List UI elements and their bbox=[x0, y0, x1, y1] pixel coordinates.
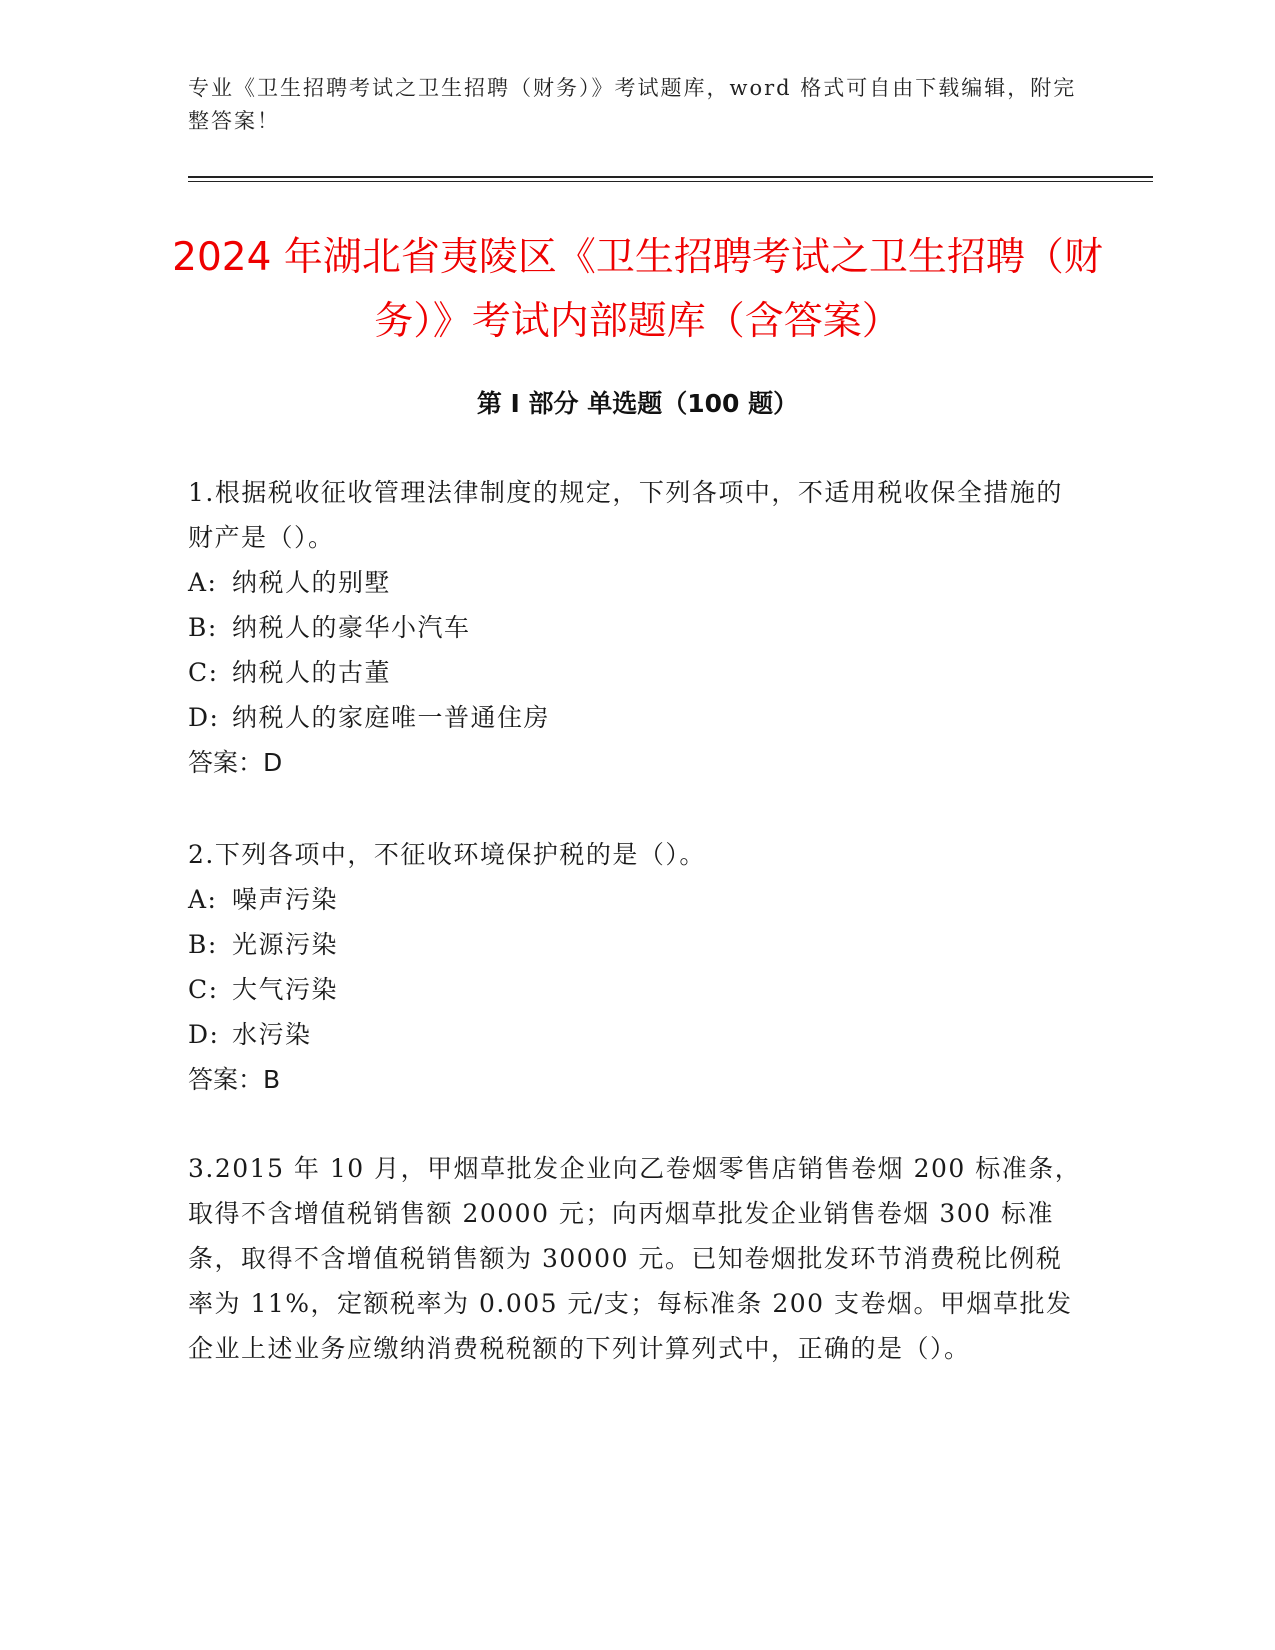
option-d bbox=[188, 695, 1083, 740]
question-text: 3.2015 年 10 月，甲烟草批发企业向乙卷烟零售店销售卷烟 200 标准条，取得不含增值税销售额 20000 元；向丙烟草批发企业销售卷烟 300 标准条，取得不含增值税销售额为 30000 元。已知卷烟批发环节消费税比例税率为 11%，定额税率为 0.005 元/支；每标准条 200 支卷烟。甲烟草批发企业上述业务应缴纳消费税税额的下列计算列式中，正确的是（）。 bbox=[188, 1154, 1082, 1363]
option-text: 大气污染 bbox=[232, 975, 339, 1004]
question-1 bbox=[188, 470, 1083, 785]
header-note: 专业《卫生招聘考试之卫生招聘（财务）》考试题库，word 格式可自由下载编辑，附完整答案！ bbox=[188, 76, 1077, 133]
option-letter: C: bbox=[188, 975, 219, 1004]
option-c bbox=[188, 967, 1083, 1012]
option-b bbox=[188, 922, 1083, 967]
option-text: 水污染 bbox=[232, 1020, 312, 1049]
header-divider-thin bbox=[188, 181, 1153, 182]
header-divider-thick bbox=[188, 176, 1153, 178]
answer: 答案：B bbox=[188, 1065, 281, 1094]
option-text: 光源污染 bbox=[232, 930, 339, 959]
option-letter: D: bbox=[188, 1020, 220, 1049]
option-text: 纳税人的家庭唯一普通住房 bbox=[232, 703, 551, 732]
section-heading: 第 I 部分 单选题（100 题） bbox=[476, 389, 799, 418]
question-2 bbox=[188, 832, 1083, 1102]
answer: 答案：D bbox=[188, 748, 283, 777]
option-text: 噪声污染 bbox=[232, 885, 339, 914]
option-c bbox=[188, 650, 1083, 695]
option-letter: C: bbox=[188, 658, 219, 687]
question-text: 2.下列各项中，不征收环境保护税的是（）。 bbox=[188, 840, 706, 869]
option-a bbox=[188, 560, 1083, 605]
option-text: 纳税人的别墅 bbox=[232, 568, 392, 597]
question-3 bbox=[188, 1146, 1083, 1371]
option-b bbox=[188, 605, 1083, 650]
option-a bbox=[188, 877, 1083, 922]
option-letter: B: bbox=[188, 613, 218, 642]
question-text: 1.根据税收征收管理法律制度的规定，下列各项中，不适用税收保全措施的财产是（）。 bbox=[188, 478, 1063, 552]
option-letter: B: bbox=[188, 930, 218, 959]
option-letter: D: bbox=[188, 703, 220, 732]
option-letter: A: bbox=[188, 885, 218, 914]
option-letter: A: bbox=[188, 568, 218, 597]
document-title: 2024 年湖北省夷陵区《卫生招聘考试之卫生招聘（财务）》考试内部题库（含答案） bbox=[172, 235, 1103, 344]
option-text: 纳税人的古董 bbox=[232, 658, 392, 687]
option-text: 纳税人的豪华小汽车 bbox=[232, 613, 471, 642]
option-d bbox=[188, 1012, 1083, 1057]
